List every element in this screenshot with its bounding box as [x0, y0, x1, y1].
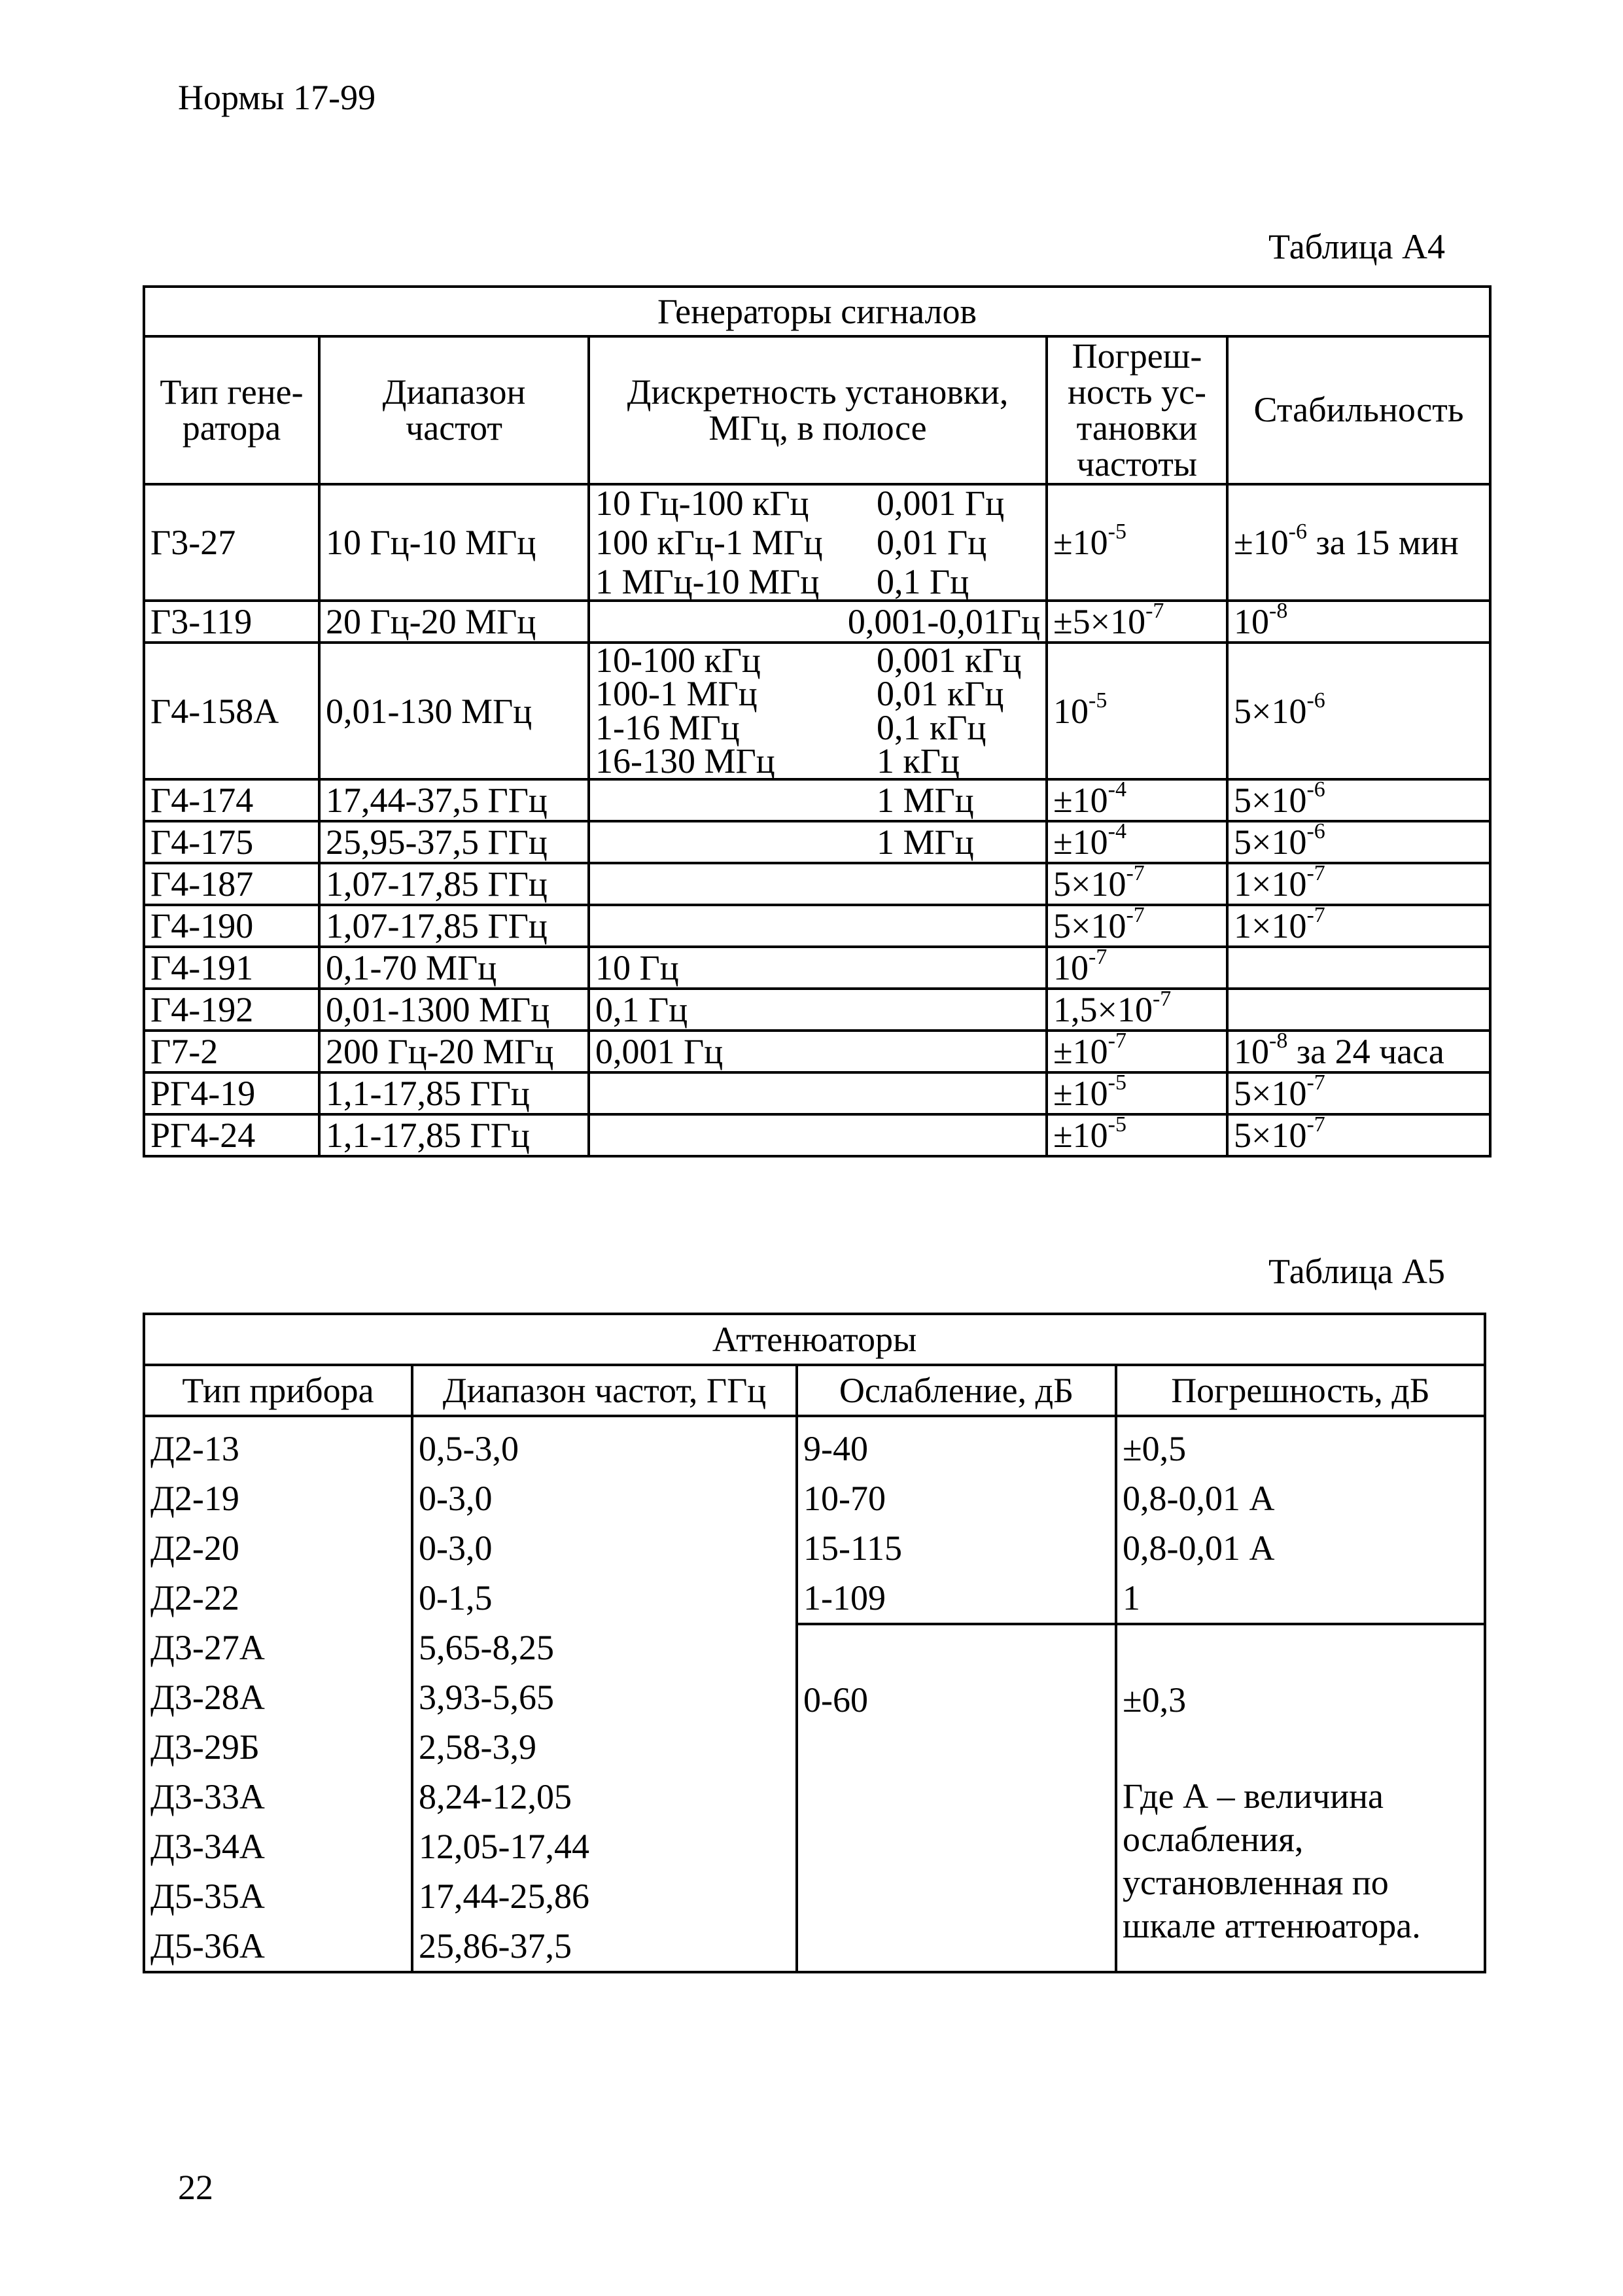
cell-discreteness: [589, 643, 1047, 779]
a5-error-group2: ±0,3: [1123, 1680, 1187, 1720]
a5-range: 8,24-12,05: [419, 1777, 572, 1816]
table-a5-caption: Таблица А5: [1268, 1252, 1445, 1291]
disc-step: 0,1 кГц: [877, 707, 986, 747]
error-base: 1,5×10: [1053, 990, 1153, 1030]
error-base: 10: [1053, 691, 1089, 731]
table-row: [144, 989, 1490, 1031]
a5-range: 0-3,0: [419, 1479, 493, 1518]
cell-stability: [1227, 821, 1490, 863]
a5-attenuation: 9-40: [803, 1429, 868, 1468]
a5-range: 5,65-8,25: [419, 1628, 554, 1667]
a5-type: Д2-19: [150, 1479, 239, 1518]
stability-exponent: -6: [1306, 688, 1325, 713]
cell-type: Г4-191: [144, 947, 319, 989]
stability-exponent: -6: [1306, 819, 1325, 844]
a5-range: 0-3,0: [419, 1528, 493, 1568]
stability-suffix: за 15 мин: [1306, 523, 1459, 562]
error-exponent: -5: [1108, 520, 1126, 544]
cell-type: Г3-27: [144, 484, 319, 601]
a5-error: ±0,5: [1123, 1429, 1187, 1468]
table-row: [144, 1031, 1490, 1072]
cell-discreteness: 0,1 Гц: [589, 989, 1047, 1031]
a5-type: Д3-28А: [150, 1678, 265, 1717]
cell-error: [1047, 1114, 1227, 1156]
a5-type: Д5-36А: [150, 1926, 265, 1966]
a5-range: 25,86-37,5: [419, 1926, 572, 1966]
cell-error: [1047, 484, 1227, 601]
cell-range: 1,07-17,85 ГГц: [319, 863, 589, 905]
a5-type: Д2-13: [150, 1429, 239, 1468]
cell-stability: [1227, 989, 1490, 1031]
cell-type: Г4-175: [144, 821, 319, 863]
disc-step: 0,01 Гц: [877, 523, 987, 562]
disc-step: 0,001 кГц: [877, 641, 1022, 680]
stability-exponent: -7: [1306, 903, 1325, 928]
stability-base: 5×10: [1234, 691, 1307, 731]
col-header-type: Тип гене- ратора: [144, 336, 319, 484]
cell-error: [1047, 643, 1227, 779]
cell-error: [1047, 947, 1227, 989]
cell-stability: [1227, 1072, 1490, 1114]
cell-stability: [1227, 905, 1490, 947]
a5-type: Д3-33А: [150, 1777, 265, 1816]
a5-attenuation-group2: 0-60: [803, 1680, 868, 1720]
disc-step: 0,1 Гц: [877, 562, 969, 601]
cell-range: 1,1-17,85 ГГц: [319, 1072, 589, 1114]
error-exponent: -4: [1108, 819, 1126, 844]
stability-base: 5×10: [1234, 1116, 1307, 1156]
table-row: [144, 1114, 1490, 1156]
error-exponent: -4: [1108, 777, 1126, 802]
a5-range: 3,93-5,65: [419, 1678, 554, 1717]
stability-base: 1×10: [1234, 906, 1307, 946]
cell-discreteness: [589, 1114, 1047, 1156]
stability-base: 1×10: [1234, 864, 1307, 904]
a5-range: 0-1,5: [419, 1578, 493, 1617]
cell-range: 0,01-1300 МГц: [319, 989, 589, 1031]
a5-error: 0,8-0,01 А: [1123, 1528, 1275, 1568]
cell-discreteness: [589, 484, 1047, 601]
error-exponent: -5: [1108, 1112, 1126, 1137]
stability-base: ±10: [1234, 523, 1289, 562]
stability-exponent: -8: [1269, 599, 1288, 623]
cell-discreteness: 1 МГц: [589, 779, 1047, 821]
table-a5-title: Аттенюаторы: [144, 1314, 1485, 1365]
cell-error: [1047, 989, 1227, 1031]
cell-type: Г3-119: [144, 601, 319, 643]
error-base: ±10: [1053, 781, 1108, 821]
error-exponent: -7: [1145, 599, 1164, 623]
error-base: ±10: [1053, 1116, 1108, 1156]
table-a5: [143, 1313, 1486, 1973]
col-header-error: Погреш- ность ус- тановки частоты: [1047, 336, 1227, 484]
a5-error: 1: [1123, 1578, 1140, 1617]
cell-type: РГ4-24: [144, 1114, 319, 1156]
a5-error-cell: [1116, 1416, 1485, 1972]
col-header-stability: Стабильность: [1227, 336, 1490, 484]
table-row: [144, 1072, 1490, 1114]
error-exponent: -7: [1108, 1029, 1126, 1053]
cell-stability: [1227, 779, 1490, 821]
cell-range: 25,95-37,5 ГГц: [319, 821, 589, 863]
a5-range: 12,05-17,44: [419, 1827, 589, 1866]
cell-type: Г4-187: [144, 863, 319, 905]
cell-range: 20 Гц-20 МГц: [319, 601, 589, 643]
table-row: [144, 947, 1490, 989]
cell-error: [1047, 779, 1227, 821]
stability-exponent: -8: [1269, 1029, 1288, 1053]
disc-step: 0,01 кГц: [877, 674, 1004, 714]
cell-stability: [1227, 601, 1490, 643]
a5-type: Д3-29Б: [150, 1727, 260, 1767]
disc-band: 1 МГц-10 МГц: [595, 562, 820, 601]
disc-band: 100-1 МГц: [595, 674, 758, 714]
error-exponent: -7: [1126, 861, 1145, 886]
error-exponent: -5: [1089, 688, 1108, 713]
cell-range: 10 Гц-10 МГц: [319, 484, 589, 601]
table-row: [144, 905, 1490, 947]
cell-error: [1047, 1072, 1227, 1114]
cell-discreteness: 0,001 Гц: [589, 1031, 1047, 1072]
running-header: Нормы 17-99: [178, 78, 376, 117]
cell-range: 0,1-70 МГц: [319, 947, 589, 989]
col-header-attenuation: Ослабление, дБ: [797, 1365, 1116, 1416]
cell-type: РГ4-19: [144, 1072, 319, 1114]
col-header-range: Диапазон частот: [319, 336, 589, 484]
cell-error: [1047, 905, 1227, 947]
table-row: [144, 821, 1490, 863]
cell-discreteness: 1 МГц: [589, 821, 1047, 863]
table-a4: [143, 285, 1492, 1157]
cell-discreteness: [589, 1072, 1047, 1114]
cell-discreteness: [589, 863, 1047, 905]
error-base: ±10: [1053, 523, 1108, 562]
table-row: [144, 643, 1490, 779]
cell-stability: [1227, 947, 1490, 989]
cell-discreteness: [589, 905, 1047, 947]
error-base: ±5×10: [1053, 602, 1146, 641]
col-header-frequency-range: Диапазон частот, ГГц: [412, 1365, 797, 1416]
a5-range: 2,58-3,9: [419, 1727, 536, 1767]
stability-exponent: -7: [1306, 861, 1325, 886]
error-base: ±10: [1053, 1032, 1108, 1072]
cell-error: [1047, 1031, 1227, 1072]
cell-type: Г7-2: [144, 1031, 319, 1072]
a5-range: 17,44-25,86: [419, 1877, 589, 1916]
col-header-device-type: Тип прибора: [144, 1365, 412, 1416]
page-number: 22: [178, 2168, 213, 2207]
a5-note: Где А – величина ослабления, установленная по шкале аттенюатора.: [1123, 1776, 1421, 1945]
cell-discreteness: 0,001-0,01Гц: [589, 601, 1047, 643]
cell-stability: [1227, 643, 1490, 779]
error-base: ±10: [1053, 1074, 1108, 1114]
a5-type: Д3-27А: [150, 1628, 265, 1667]
error-exponent: -7: [1126, 903, 1145, 928]
col-header-discreteness: Дискретность установки, МГц, в полосе: [589, 336, 1047, 484]
disc-band: 10 Гц-100 кГц: [595, 484, 809, 523]
stability-base: 10: [1234, 602, 1269, 641]
a5-type: Д5-35А: [150, 1877, 265, 1916]
error-exponent: -7: [1152, 987, 1172, 1012]
stability-base: 5×10: [1234, 822, 1307, 862]
table-row: [144, 863, 1490, 905]
cell-type: Г4-158А: [144, 643, 319, 779]
disc-step: 0,001 Гц: [877, 484, 1005, 523]
error-exponent: -7: [1089, 945, 1108, 970]
stability-exponent: -6: [1288, 520, 1307, 544]
cell-stability: [1227, 484, 1490, 601]
cell-error: [1047, 821, 1227, 863]
cell-type: Г4-174: [144, 779, 319, 821]
a5-type: Д2-22: [150, 1578, 239, 1617]
cell-discreteness: 10 Гц: [589, 947, 1047, 989]
cell-type: Г4-190: [144, 905, 319, 947]
stability-exponent: -6: [1306, 777, 1325, 802]
table-row: [144, 779, 1490, 821]
a5-type: Д2-20: [150, 1528, 239, 1568]
cell-stability: [1227, 1114, 1490, 1156]
cell-range: 1,1-17,85 ГГц: [319, 1114, 589, 1156]
stability-base: 10: [1234, 1032, 1269, 1072]
table-a4-title: Генераторы сигналов: [144, 287, 1490, 336]
stability-base: 5×10: [1234, 781, 1307, 821]
cell-error: [1047, 601, 1227, 643]
stability-exponent: -7: [1306, 1070, 1325, 1095]
error-base: 5×10: [1053, 864, 1126, 904]
a5-ranges-cell: [412, 1416, 797, 1972]
error-exponent: -5: [1108, 1070, 1126, 1095]
error-base: 5×10: [1053, 906, 1126, 946]
a5-range: 0,5-3,0: [419, 1429, 519, 1468]
cell-type: Г4-192: [144, 989, 319, 1031]
cell-range: 17,44-37,5 ГГц: [319, 779, 589, 821]
table-row: [144, 601, 1490, 643]
a5-attenuation: 15-115: [803, 1528, 902, 1568]
a5-error: 0,8-0,01 А: [1123, 1479, 1275, 1518]
stability-base: 5×10: [1234, 1074, 1307, 1114]
col-header-error-db: Погрешность, дБ: [1116, 1365, 1485, 1416]
error-base: 10: [1053, 948, 1089, 988]
cell-range: 200 Гц-20 МГц: [319, 1031, 589, 1072]
a5-attenuation-cell: [797, 1416, 1116, 1972]
disc-band: 16-130 МГц: [595, 741, 775, 781]
cell-error: [1047, 863, 1227, 905]
cell-range: 1,07-17,85 ГГц: [319, 905, 589, 947]
cell-stability: [1227, 863, 1490, 905]
cell-stability: [1227, 1031, 1490, 1072]
stability-suffix: за 24 часа: [1287, 1032, 1444, 1072]
disc-band: 10-100 кГц: [595, 641, 761, 680]
a5-type: Д3-34А: [150, 1827, 265, 1866]
disc-step: 1 кГц: [877, 741, 960, 781]
table-row: [144, 484, 1490, 601]
stability-exponent: -7: [1306, 1112, 1325, 1137]
disc-band: 1-16 МГц: [595, 707, 740, 747]
disc-band: 100 кГц-1 МГц: [595, 523, 823, 562]
error-base: ±10: [1053, 822, 1108, 862]
a5-attenuation: 10-70: [803, 1479, 886, 1518]
a5-attenuation: 1-109: [803, 1578, 886, 1617]
a5-types-cell: [144, 1416, 412, 1972]
cell-range: 0,01-130 МГц: [319, 643, 589, 779]
table-a4-caption: Таблица А4: [1268, 227, 1445, 266]
